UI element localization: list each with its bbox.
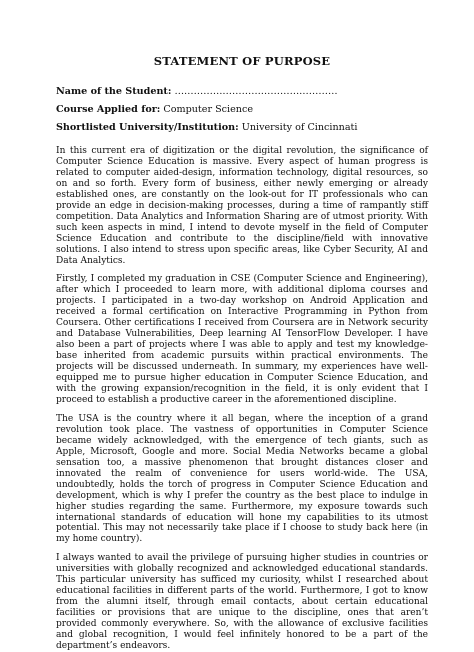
paragraph-introduction: In this current era of digitization or the digital revolution, the significance of Computer Science Education is massive. Every aspect of human progress is related to computer aided-design, information technology, digital resources, so on and so forth. Every form of business, either newly emerging or already established ones, are constantly on the look-out for IT professionals who can provide an edge in decision-making processes, during a time of rampantly stiff competition. Data Analytics and Information Sharing are of utmost priority. With such keen aspects in mind, I intend to devote myself in the field of Computer Science Education and contribute to the discipline/field with innovative solutions. I also intend to stress upon specific areas, like Cyber Security, AI and Data Analytics. [56,146,428,266]
paragraph-background: Firstly, I completed my graduation in CSE (Computer Science and Engineering), after which I proceeded to learn more, with additional diploma courses and projects. I participated in a two-day workshop on Android Application and received a formal certification on Interactive Programming in Python from Coursera. Other certifications I received from Coursera are in Network security and Database Vulnerabilities, Deep learning AI TensorFlow Developer. I have also been a part of projects where I was able to apply and test my knowledge-base inherited from academic pursuits within practical environments. The projects will be discussed underneath. In summary, my experiences have well-equipped me to pursue higher education in Computer Science Education, and with the growing expansion/recognition in the field, it is only evident that I proceed to establish a productive career in the aforementioned discipline. [56,274,428,405]
university-field [56,122,428,133]
paragraph-why-usa: The USA is the country where it all began, where the inception of a grand revolution took place. The vastness of opportunities in Computer Science became widely acknowledged, with the emergence of tech giants, such as Apple, Microsoft, Google and more. Social Media Networks became a global sensation too, a massive phenomenon that brought distances closer and innovated the realm of convenience for users world-wide. The USA, undoubtedly, holds the torch of progress in Computer Science Education and development, which is why I prefer the country as the best place to indulge in higher studies regarding the same. Furthermore, my exposure towards such international standards of education will hone my capabilities to its utmost potential. This may not necessarily take place if I choose to study back here (in my home country). [56,413,428,545]
student-name-field [56,86,428,97]
course-applied-field [56,104,428,115]
paragraph-why-university: I always wanted to avail the privilege of pursuing higher studies in countries or universities with globally recognized and acknowledged educational standards. This particular university has sufficed my curiosity, whilst I researched about educational facilities in different parts of the world. Furthermore, I got to know from the alumni itself, through email contacts, about certain educational facilities or provisions that are unique to the discipline, ones that aren’t provided commonly everywhere. So, with the allowance of exclusive facilities and global recognition, I would feel infinitely honored to be a part of the department’s endeavors. [56,553,428,651]
course-applied-value: Computer Science [160,104,254,115]
document-title: STATEMENT OF PURPOSE [153,54,331,68]
course-applied-label: Course Applied for: [56,104,161,115]
university-value: University of Cincinnati [238,122,358,133]
university-label: Shortlisted University/Institution: [56,122,239,133]
student-name-label: Name of the Student: [56,86,172,97]
student-name-value: …………………………………………… [171,86,338,97]
student-info-fields [56,86,428,133]
